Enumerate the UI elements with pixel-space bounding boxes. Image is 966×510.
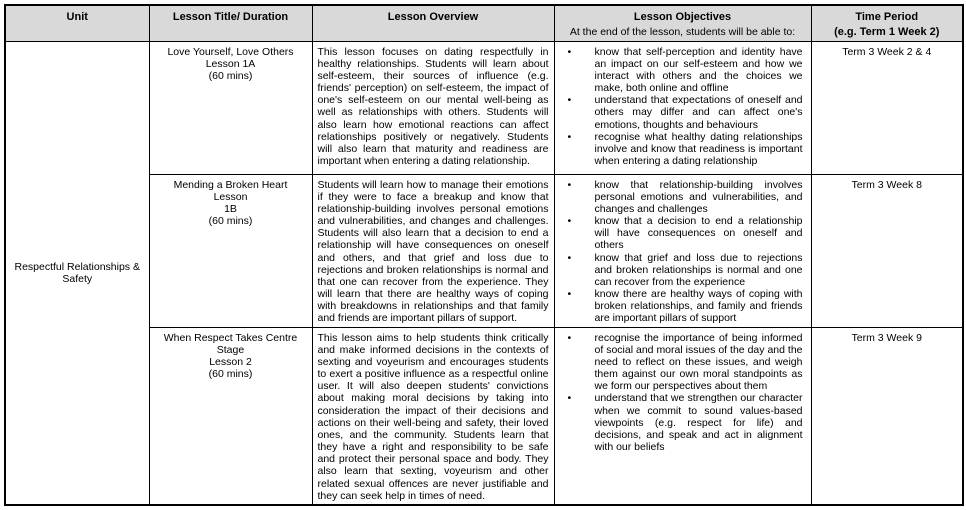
lesson-objectives-cell (554, 327, 811, 505)
time-period-cell: Term 3 Week 8 (811, 174, 963, 327)
header-lesson-objectives-subtitle: At the end of the lesson, students will be able to: (569, 25, 796, 38)
header-lesson-title-duration: Lesson Title/ Duration (149, 5, 312, 41)
time-period-cell: Term 3 Week 9 (811, 327, 963, 505)
header-unit: Unit (5, 5, 149, 41)
objective-item: • know that grief and loss due to rejections and broken relationships is normal and one can recover from the experience (555, 252, 803, 289)
lesson-title-line: Mending a Broken Heart Lesson (173, 178, 288, 203)
header-lesson-overview: Lesson Overview (312, 5, 554, 41)
table-row-lesson-1b (5, 174, 963, 327)
objective-item: • know that relationship-building involves personal emotions and vulnerabilities, and changes and challenges (555, 179, 803, 216)
lesson-title-line: Lesson 2 (209, 355, 252, 368)
lesson-objectives-cell (554, 41, 811, 174)
lesson-title-cell (149, 174, 312, 327)
lesson-duration: (60 mins) (208, 69, 253, 82)
time-period-cell: Term 3 Week 2 & 4 (811, 41, 963, 174)
objective-item: • recognise the importance of being informed of social and moral issues of the day and the need to reflect on these issues, and weigh them against our own moral standpoints as we form our perspectives about them (555, 332, 803, 393)
lesson-overview-cell: This lesson focuses on dating respectfully in healthy relationships. Students will learn about self-esteem, their sources of influence (e.g. friends' perception) on self-esteem, the impact of one's self-esteem on our mental well-being as well as relationships with others. Students will also learn how emotional reactions can affect relationships positively or negatively. Students will also learn that maturity and readiness are important when entering a dating relationship. (312, 41, 554, 174)
lesson-title-line: 1B (224, 202, 237, 215)
table-row-lesson-2 (5, 327, 963, 505)
lesson-title-line: Love Yourself, Love Others (167, 45, 294, 58)
objective-item: • know there are healthy ways of coping with broken relationships, and family and friends are important pillars of support (555, 288, 803, 325)
objective-item: • know that self-perception and identity have an impact on our self-esteem and how we interact with others and the choices we make, both online and offline (555, 46, 803, 95)
table-row-lesson-1a (5, 41, 963, 174)
objective-item: • understand that we strengthen our character when we commit to sound values-based viewpoints (e.g. respect for life) and decisions, and speak and act in alignment with our beliefs (555, 392, 803, 453)
lesson-plan-table (4, 4, 964, 506)
lesson-duration: (60 mins) (208, 215, 253, 228)
lesson-title-line: When Respect Takes Centre Stage (163, 331, 298, 356)
objective-item: • know that a decision to end a relationship will have consequences on oneself and others (555, 215, 803, 252)
header-row (5, 5, 963, 41)
objective-item: • understand that expectations of oneself and others may differ and can affect one's emotions, thoughts and behaviours (555, 94, 803, 131)
lesson-duration: (60 mins) (208, 368, 253, 381)
header-lesson-objectives (554, 5, 811, 41)
lesson-overview-cell: This lesson aims to help students think critically and make informed decisions in the contexts of sexting and voyeurism and encourages students to exert a positive influence as a respectful online user. It will also deepen students' convictions about making moral decisions by taking into consideration the impact of their decisions and actions on their well-being and safety, their loved ones, and the community. Students learn that they have a right and responsibility to be safe and protect their personal space and body. They also learn that sexting, voyeurism and other related sexual offences are never justifiable and they can seek help in times of need. (312, 327, 554, 505)
unit-cell: Respectful Relationships & Safety (5, 41, 149, 505)
header-time-period (811, 5, 963, 41)
lesson-title-line: Lesson 1A (205, 57, 256, 70)
lesson-objectives-cell (554, 174, 811, 327)
lesson-overview-cell: Students will learn how to manage their emotions if they were to face a breakup and know that relationship-building involves personal emotions and vulnerabilities, and changes and challenges. Students will also learn that a decision to end a relationship will have consequences on oneself and others, and that grief and loss due to rejections and broken relationships is normal and that one can recover from the experience. They will learn that there are healthy ways of coping with breakdowns in relationships and that family and friends are important pillars of support. (312, 174, 554, 327)
header-time-period-subtitle: (e.g. Term 1 Week 2) (834, 25, 940, 38)
lesson-title-cell (149, 41, 312, 174)
header-lesson-objectives-title: Lesson Objectives (633, 11, 732, 23)
objective-item: • recognise what healthy dating relationships involve and know that readiness is important when entering a dating relationship (555, 131, 803, 168)
header-time-period-title: Time Period (855, 11, 919, 23)
lesson-title-cell (149, 327, 312, 505)
